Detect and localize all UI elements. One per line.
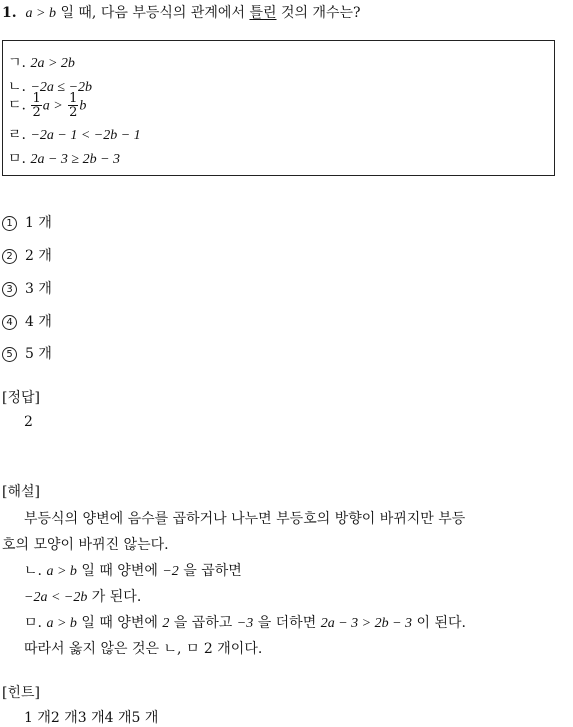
circled-number-icon: 3: [2, 282, 17, 297]
circled-number-icon: 1: [2, 216, 17, 231]
statement-1: [8, 52, 75, 72]
statement-label: ㄱ.: [8, 55, 26, 71]
statement-expr: −2a − 1 < −2b − 1: [30, 128, 141, 143]
question-suffix: 것의 개수는?: [280, 5, 361, 21]
statement-expr: 2a > 2b: [30, 56, 75, 71]
statement-4: [8, 124, 141, 144]
choice-text: 4 개: [25, 314, 52, 330]
question-line: [2, 2, 361, 22]
choice-3[interactable]: [2, 278, 52, 298]
explanation-line5: ㅁ. a > b 일 때 양변에 2 을 곱하고 −3 을 더하면 2a − 3 > 2b − 3 이 된다.: [24, 615, 466, 631]
statement-3: ㄷ. $\frac{1}{2}$ a > $\frac{1}{2}$ b: [8, 91, 87, 120]
explanation-line1: 부등식의 양변에 음수를 곱하거나 나누면 부등호의 방향이 바뀌지만 부등: [24, 511, 466, 527]
question-number: 1.: [2, 5, 17, 21]
fraction-half: $\frac{1}{2}$: [32, 91, 41, 120]
choice-text: 3 개: [25, 281, 52, 297]
question-emphasis: 틀린: [249, 5, 277, 21]
circled-number-icon: 5: [2, 347, 17, 362]
choice-2[interactable]: [2, 245, 52, 265]
statement-expr: −2a ≤ −2b: [30, 80, 93, 95]
statement-expr: 2a − 3 ≥ 2b − 3: [30, 152, 121, 167]
statement-label: ㄹ.: [8, 127, 26, 143]
question-condition: a > b: [25, 6, 56, 21]
answer-value: 2: [24, 414, 33, 430]
explanation-line3: ㄴ. a > b 일 때 양변에 −2 을 곱하면: [24, 563, 242, 579]
explanation-heading: [해설]: [2, 484, 40, 500]
answer-heading: [정답]: [2, 390, 40, 406]
circled-number-icon: 2: [2, 249, 17, 264]
choice-text: 1 개: [25, 215, 52, 231]
choice-4[interactable]: [2, 311, 52, 331]
explanation-line2: 호의 모양이 바뀌진 않는다.: [2, 537, 169, 553]
hint-text: 1 개2 개3 개4 개5 개: [24, 710, 159, 726]
circled-number-icon: 4: [2, 315, 17, 330]
choice-text: 2 개: [25, 248, 52, 264]
hint-heading: [힌트]: [2, 685, 40, 701]
statement-label: ㅁ.: [8, 151, 26, 167]
statement-label: ㄷ.: [8, 97, 26, 114]
statement-5: [8, 148, 120, 168]
question-prefix: 일 때, 다음 부등식의 관계에서: [60, 5, 245, 21]
explanation-line4: −2a < −2b 가 된다.: [24, 589, 142, 605]
choice-1[interactable]: [2, 212, 52, 232]
choice-5[interactable]: [2, 343, 52, 363]
choice-text: 5 개: [25, 346, 52, 362]
statement-label: ㄴ.: [8, 79, 26, 95]
explanation-line6: 따라서 옳지 않은 것은 ㄴ, ㅁ 2 개이다.: [24, 641, 263, 657]
fraction-half: $\frac{1}{2}$: [69, 91, 78, 120]
